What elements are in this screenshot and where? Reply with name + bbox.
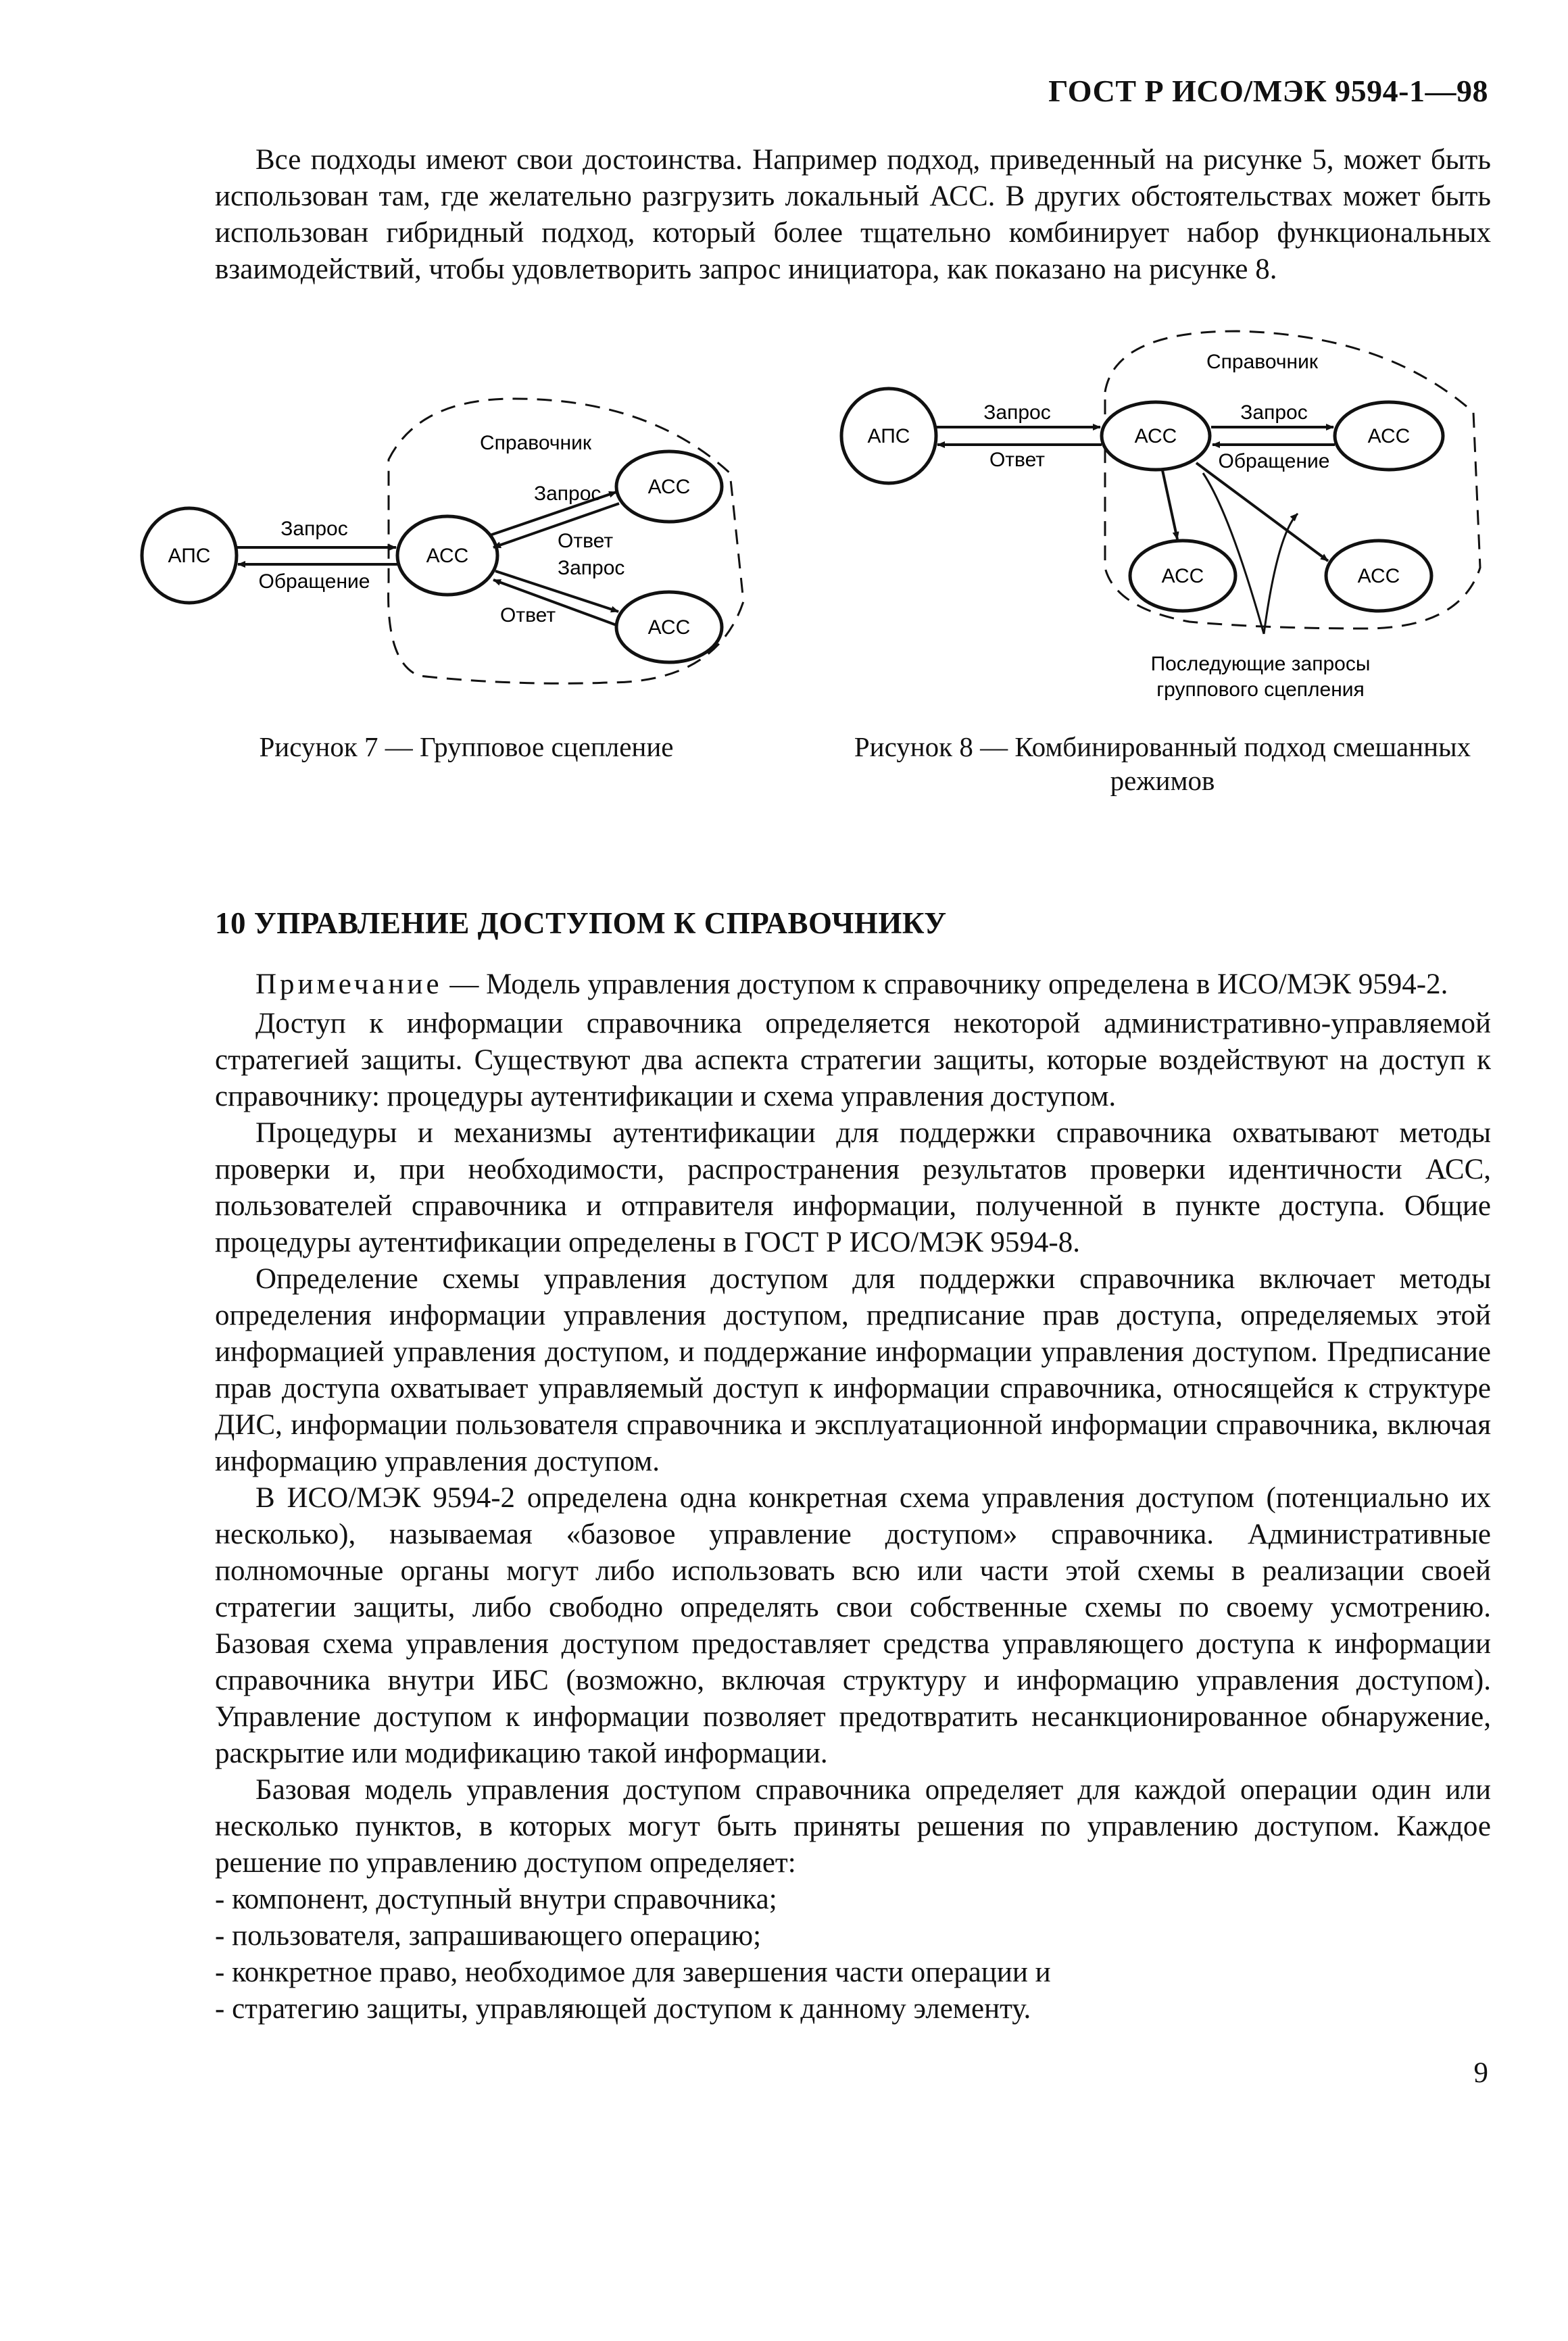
list-item: - пользователя, запрашивающего операцию; <box>215 1920 762 1952</box>
subsequent-pointer-right <box>1264 514 1298 634</box>
request-label: Запрос <box>983 401 1051 424</box>
bottom-left-arrow <box>1162 470 1177 539</box>
note-text: — Модель управления доступом к справочнику определена в ИСО/МЭК 9594-2. <box>442 968 1448 1000</box>
acc-label-right: АСС <box>1367 425 1411 447</box>
section-title: 10 УПРАВЛЕНИЕ ДОСТУПОМ К СПРАВОЧНИКУ <box>215 906 947 940</box>
note-label: Примечание <box>255 968 443 1000</box>
answer-top-label: Ответ <box>558 530 614 552</box>
request-bottom-label: Запрос <box>558 557 625 579</box>
list-item: - стратегию защиты, управляющей доступом к данному элементу. <box>215 1993 1031 2025</box>
list-item: - компонент, доступный внутри справочника; <box>215 1883 777 1915</box>
subsequent-label-1: Последующие запросы <box>1150 653 1371 675</box>
acc-label-bottom: АСС <box>647 616 691 639</box>
paragraph-3: Определение схемы управления доступом для поддержки справочника включает методы определения информации управления доступом, предписание прав доступа, определяемых этой информацией управления доступом, и поддержание информации управления доступом. Предписание прав доступа охватывает управляемый доступ к информации справочника, относящейся к структуре ДИС, информации пользователя справочника и эксплуатационной информации справочника, включая информацию управления доступом. <box>215 1263 1491 1477</box>
answer-bottom-label: Ответ <box>500 604 556 626</box>
subsequent-label-2: группового сцепления <box>1156 679 1365 701</box>
appeal-label: Обращение <box>258 570 370 593</box>
answer-label: Ответ <box>989 449 1046 471</box>
figure-8-caption: Рисунок 8 — Комбинированный подход смешанных режимов <box>854 731 1471 796</box>
acc-label-top: АСС <box>647 476 691 498</box>
acc-label-bottom-right: АСС <box>1357 565 1400 587</box>
note-paragraph <box>215 966 1491 1003</box>
aps-label: АПС <box>168 545 211 567</box>
figure-7-diagram <box>135 378 784 703</box>
directory-label: Справочник <box>1206 351 1318 373</box>
intro-paragraph: Все подходы имеют свои достоинства. Например подход, приведенный на рисунке 5, может быть использован там, где желательно разгрузить локальный АСС. В других обстоятельствах может быть использован гибридный подход, который более тщательно комбинирует набор функциональных взаимодействий, чтобы удовлетворить запрос инициатора, как показано на рисунке 8. <box>215 144 1491 285</box>
document-header: ГОСТ Р ИСО/МЭК 9594-1—98 <box>1048 74 1488 108</box>
paragraph-4: В ИСО/МЭК 9594-2 определена одна конкретная схема управления доступом (потенциально их несколько), называемая «базовое управление доступом» справочника. Административные полномочные органы могут либо использовать всю или части этой схемы в реализации своей стратегии защиты, либо свободно определять свои собственные схемы по своему усмотрению. Базовая схема управления доступом предоставляет средства управляющего доступа к информации справочника внутри ИБС (возможно, включая структуру и информацию управления доступом). Управление доступом к информации позволяет предотвратить несанкционированное обнаружение, раскрытие или модификацию такой информации. <box>215 1482 1491 1769</box>
acc-label-main: АСС <box>426 545 469 567</box>
paragraph-5: Базовая модель управления доступом справочника определяет для каждой операции один или несколько пунктов, в которых могут быть приняты решения по управлению доступом. Каждое решение по управлению доступом определяет: <box>215 1774 1491 1879</box>
aps-label: АПС <box>867 425 910 447</box>
acc-label-bottom-left: АСС <box>1161 565 1204 587</box>
page-number: 9 <box>1473 2057 1488 2089</box>
request-right-label: Запрос <box>1240 401 1308 424</box>
request-label: Запрос <box>280 518 348 540</box>
acc-label-main: АСС <box>1134 425 1177 447</box>
list-item: - конкретное право, необходимое для завершения части операции и <box>215 1956 1051 1988</box>
bottom-right-arrow <box>1196 463 1328 561</box>
paragraph-2: Процедуры и механизмы аутентификации для поддержки справочника охватывают методы проверки и, при необходимости, распространения результатов проверки идентичности АСС, пользователей справочника и отправителя информации, полученной в пункте доступа. Общие процедуры аутентификации определены в ГОСТ Р ИСО/МЭК 9594-8. <box>215 1117 1491 1258</box>
figure-8-diagram <box>831 311 1507 716</box>
directory-label: Справочник <box>480 432 591 454</box>
appeal-label: Обращение <box>1218 450 1330 472</box>
paragraph-1: Доступ к информации справочника определяется некоторой административно-управляемой стратегией защиты. Существуют два аспекта стратегии защиты, которые воздействуют на доступ к справочнику: процедуры аутентификации и схема управления доступом. <box>215 1008 1491 1112</box>
figure-7-caption: Рисунок 7 — Групповое сцепление <box>259 731 674 762</box>
request-top-label: Запрос <box>534 483 602 505</box>
